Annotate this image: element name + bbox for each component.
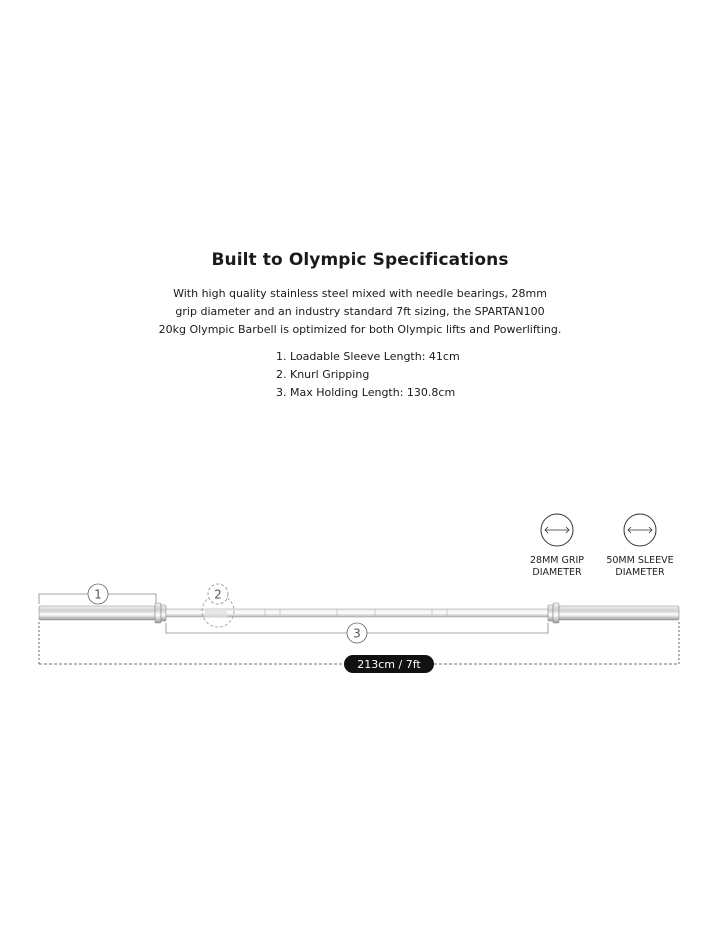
spec-item-holding-length: 3. Max Holding Length: 130.8cm (276, 386, 456, 399)
barbell (39, 603, 679, 623)
description-line-3: 20kg Olympic Barbell is optimized for both Olympic lifts and Powerlifting. (158, 323, 562, 336)
sleeve-label-line-1: 50MM SLEEVE (606, 555, 674, 566)
total-length-label: 213cm / 7ft (357, 658, 421, 671)
grip-diameter-icon (541, 514, 573, 546)
description-line-1: With high quality stainless steel mixed with needle bearings, 28mm (173, 287, 547, 300)
grip-label-line-1: 28MM GRIP (530, 555, 584, 566)
callout-1-label: 1 (94, 587, 102, 602)
callout-3-label: 3 (353, 626, 361, 641)
description-line-2: grip diameter and an industry standard 7ft sizing, the SPARTAN100 (175, 305, 545, 318)
sleeve-diameter-icon (624, 514, 656, 546)
callout-2-label: 2 (214, 587, 222, 602)
page-title: Built to Olympic Specifications (211, 250, 509, 270)
grip-label-line-2: DIAMETER (532, 567, 582, 578)
spec-item-knurl: 2. Knurl Gripping (276, 368, 370, 381)
spec-item-sleeve-length: 1. Loadable Sleeve Length: 41cm (276, 350, 460, 363)
sleeve-label-line-2: DIAMETER (615, 567, 665, 578)
